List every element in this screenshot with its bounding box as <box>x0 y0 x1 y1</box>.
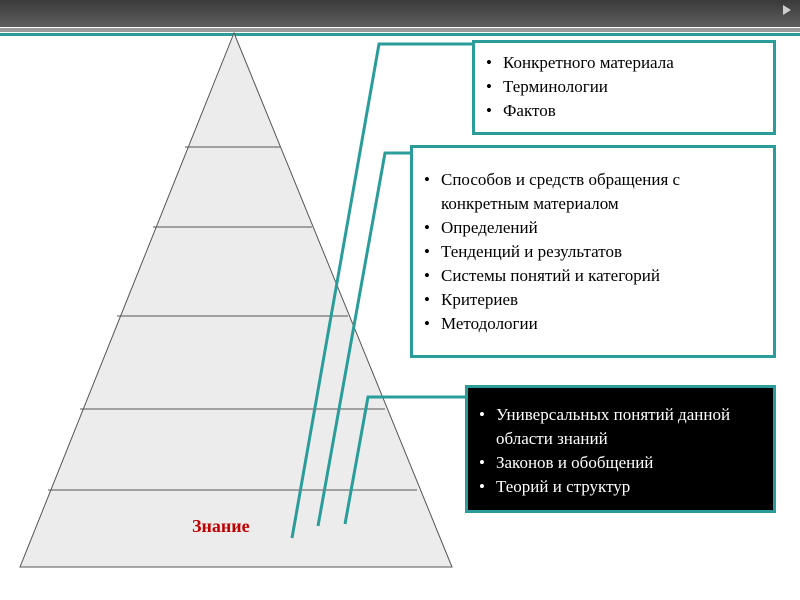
box-concrete-knowledge <box>472 40 776 135</box>
pyramid-outline <box>20 33 452 567</box>
list-item: • Законов и обобщений <box>476 451 765 475</box>
pyramid-label: Знание <box>192 516 250 536</box>
concrete-knowledge-list <box>483 51 765 123</box>
box-universal-knowledge <box>465 385 776 513</box>
list-item: • Способов и средств обращения с конкретным материалом <box>421 168 765 216</box>
list-item: • Методологии <box>421 312 765 336</box>
pyramid <box>20 33 452 567</box>
methods-knowledge-list <box>421 168 765 336</box>
list-item: • Универсальных понятий данной области знаний <box>476 403 765 451</box>
list-item: • Конкретного материала <box>483 51 765 75</box>
box-methods-knowledge <box>410 145 776 358</box>
list-item: • Терминологии <box>483 75 765 99</box>
list-item: • Системы понятий и категорий <box>421 264 765 288</box>
list-item: • Теорий и структур <box>476 475 765 499</box>
list-item: • Тенденций и результатов <box>421 240 765 264</box>
list-item: • Фактов <box>483 99 765 123</box>
list-item: • Определений <box>421 216 765 240</box>
list-item: • Критериев <box>421 288 765 312</box>
universal-knowledge-list <box>476 403 765 499</box>
